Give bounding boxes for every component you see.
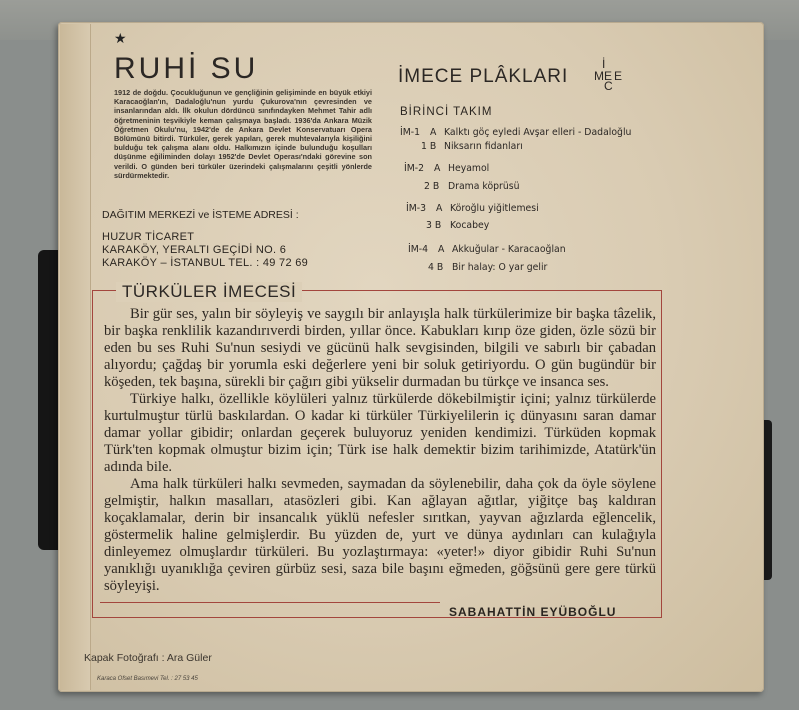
track-title: Akkuğular - Karacaoğlan xyxy=(452,244,566,255)
photo-credit: Kapak Fotoğrafı : Ara Güler xyxy=(84,652,212,664)
essay-author: SABAHATTİN EYÜBOĞLU xyxy=(449,605,617,619)
logo-letter: C xyxy=(604,79,613,93)
track-title: Kalktı göç eyledi Avşar elleri - Dadaloğlu xyxy=(444,127,632,138)
sleeve-spine xyxy=(60,24,91,690)
track-side: A xyxy=(434,163,441,174)
distribution-city-phone: KARAKÖY – İSTANBUL TEL. : 49 72 69 xyxy=(102,257,309,269)
track-code: İM-3 xyxy=(406,203,427,214)
star-icon: ★ xyxy=(114,30,127,46)
logo-letter: M xyxy=(594,69,604,83)
track-side: 4 B xyxy=(428,262,444,273)
track-code: İM-1 xyxy=(400,127,421,138)
track-code: İM-4 xyxy=(408,244,429,255)
logo-letter: İ xyxy=(602,57,606,71)
distribution-heading: DAĞITIM MERKEZİ ve İSTEME ADRESİ : xyxy=(102,209,299,221)
imece-logo xyxy=(594,58,634,94)
printer-credit: Karaca Ofset Basımevi Tel. : 27 53 45 xyxy=(97,676,198,682)
track-side: A xyxy=(430,127,437,138)
essay-paragraph: Bir gür ses, yalın bir söyleyiş ve saygılı bir anlayışla halk türkülerimize bir başka tâzelik, bir başka renklilik kazandırıverdi birden, yıllar önce. Kabukları kırıp öze giden, özle sözü bir eden bu ses Ruhi Su'nun sesiydi ve gücünü halk sevgisinden, bilgili ve sabırlı bir çabadan alıyordu; çağdaş bir yorumla eski değerlere yeni bir soluk getiriyordu. O gün bugündür bir köşeden, tek başına, sürekli bir çağırı gibi yükselir durmadan bu türkçe ve insanca ses. xyxy=(104,306,656,390)
track-side: 1 B xyxy=(421,141,437,152)
track-title: Drama köprüsü xyxy=(448,181,520,192)
track-title: Köroğlu yiğitlemesi xyxy=(450,203,539,214)
artist-name: RUHİ SU xyxy=(114,52,259,85)
distribution-company: HUZUR TİCARET xyxy=(102,231,195,243)
logo-letter: E xyxy=(614,69,623,83)
essay-paragraph: Ama halk türküleri halkı sevmeden, saymadan da söylenebilir, daha çok da öyle söylene gelmiştir, halkın masalları, atasözleri gibi. Kan ağlayan ağıtlar, yiğitçe baş kaldıran koçaklamalar, derin bir insancalık yüklü nefesler sırıtkan, yayvan ağızlarda eğlencelik, göstermelik haline gelmişlerdir. Bu yüzden de, yurt ve dünya aydınları can kulağıyla dinleyemez olmuşlardır türküleri. Bu yozlaştırmaya: «yeter!» diyor gibidir Ruhi Su'nun yanıklığı uyanıklığa çeviren gürbüz sesi, saza bile başını eğmeden, göğsünü gere gere türkü söyleyişi. xyxy=(104,476,656,594)
essay-signature-rule xyxy=(100,602,440,603)
set-title: BİRİNCİ TAKIM xyxy=(400,106,493,118)
essay-body xyxy=(104,306,656,595)
track-side: 2 B xyxy=(424,181,440,192)
record-label-title: İMECE PLÂKLARI xyxy=(398,66,569,87)
track-side: 3 B xyxy=(426,220,442,231)
track-title: Kocabey xyxy=(450,220,490,231)
track-code: İM-2 xyxy=(404,163,425,174)
logo-letter: E xyxy=(604,69,613,83)
track-side: A xyxy=(436,203,443,214)
distribution-street: KARAKÖY, YERALTI GEÇİDİ NO. 6 xyxy=(102,244,287,256)
essay-paragraph: Türkiye halkı, özellikle köylüleri yalnız türkülerde dökebilmiştir içini; yalnız türkülerde kurtulmuştur türlü baskılardan. O kadar ki türküler Türkiyelilerin iç dünyasını saran damar damar yollar gibidir; onlardan geçerek buluyoruz yeniden kendimizi. Türküden kopmak Türk'ten kopmak olmuştur bizim için; Türk ise halk demektir bizim tarihimizde, Atatürk'ün adında bile. xyxy=(104,391,656,475)
track-side: A xyxy=(438,244,445,255)
essay-title: TÜRKÜLER İMECESİ xyxy=(116,282,302,302)
track-title: Bir halay: O yar gelir xyxy=(452,262,548,273)
artist-bio: 1912 de doğdu. Çocukluğunun ve gençliğinin gelişiminde en büyük etkiyi Karacaoğlan'ın, Dadaloğlu'nun yurdu Çukurova'nın çevresinden ve insanlarından aldı. İlk okulun dördüncü sınıfındayken Mehmet Tahir adlı öğretmeninin teşvikiyle keman çalışmaya başladı. 1936'da Ankara Müzik Öğretmen Okulu'nu, 1942'de de Ankara Devlet Konservatuarı Opera Bölümünü bitirdi. Türküler, gerek yapıları, gerek muhtevalarıyla kişiliğini bulduğu tek çalışma alanı oldu. Halkımızın içinde bulunduğu koşulları düşünme eğiliminden dolayı 1952'de Devlet Operası'ndaki görevine son verildi. O günden beri türküler üzerindeki çalışmalarını çeşitli yönlerde sürdürmektedir. xyxy=(114,88,372,180)
track-title: Heyamol xyxy=(448,163,490,174)
distribution-address xyxy=(102,209,387,270)
track-title: Niksarın fidanları xyxy=(444,141,523,152)
